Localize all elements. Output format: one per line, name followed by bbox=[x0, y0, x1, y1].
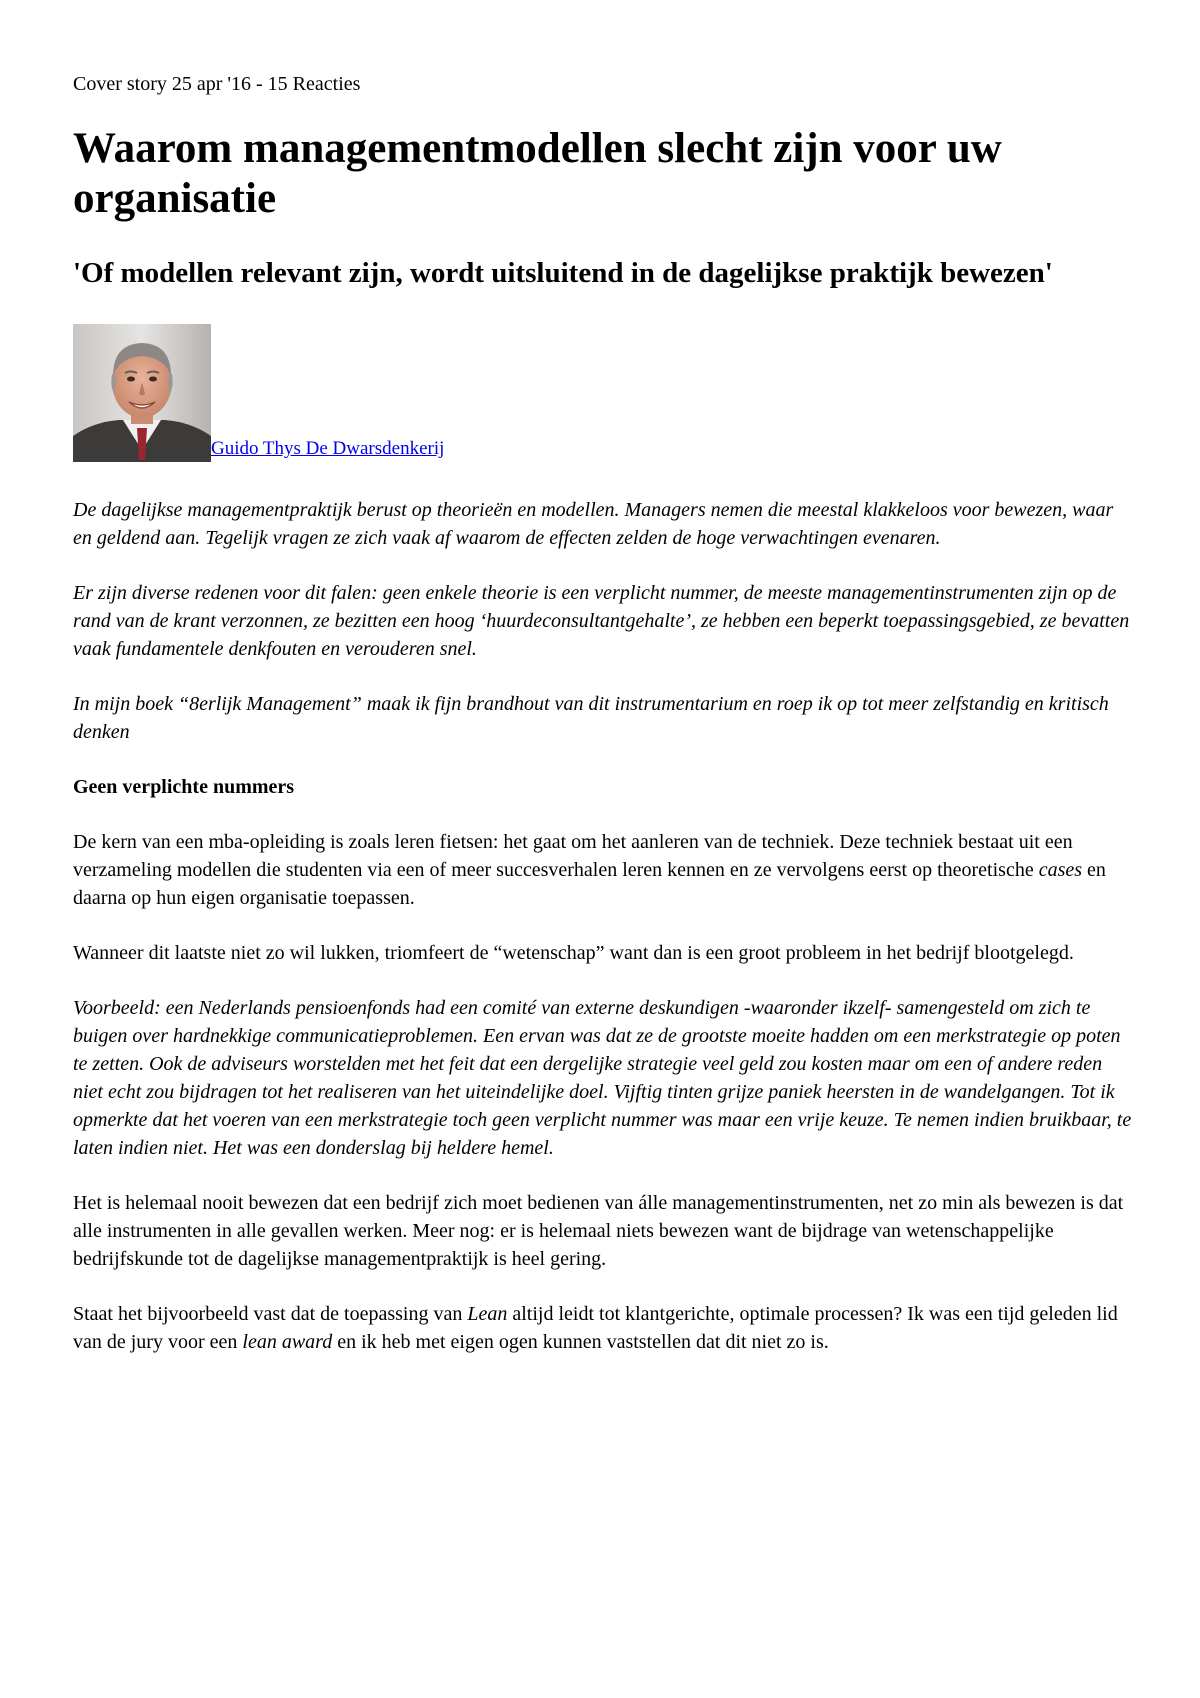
article-meta: Cover story 25 apr '16 - 15 Reacties bbox=[73, 73, 361, 95]
text-run: en ik heb met eigen ogen kunnen vaststellen dat dit niet zo is. bbox=[332, 1331, 829, 1353]
body-paragraph-wanneer: Wanneer dit laatste niet zo wil lukken, triomfeert de “wetenschap” want dan is een groot probleem in het bedrijf blootgelegd. bbox=[73, 942, 1074, 964]
text-run-emphasis: lean award bbox=[242, 1331, 333, 1353]
text-run: De kern van een mba-opleiding is zoals leren fietsen: het gaat om het aanleren van de techniek. Deze techniek bestaat uit een verzameling modellen die studenten via een of meer succesverhalen leren kennen en ze vervolgens eerst op theoretische bbox=[73, 831, 1073, 881]
text-run-emphasis: cases bbox=[1038, 859, 1083, 881]
intro-paragraph: De dagelijkse managementpraktijk berust op theorieën en modellen. Managers nemen die meestal klakkeloos voor bewezen, waar en geldend aan. Tegelijk vragen ze zich vaak af waarom de effecten zelden de hoge verwachtingen evenaren. bbox=[73, 499, 1114, 549]
body-paragraph-kern bbox=[73, 828, 1133, 912]
body-paragraph-helemaal: Het is helemaal nooit bewezen dat een bedrijf zich moet bedienen van álle managementinstrumenten, net zo min als bewezen is dat alle instrumenten in alle gevallen werken. Meer nog: er is helemaal niets bewezen want de bijdrage van wetenschappelijke bedrijfskunde tot de dagelijkse managementpraktijk is heel gering. bbox=[73, 1192, 1124, 1270]
body-paragraph-voorbeeld: Voorbeeld: een Nederlands pensioenfonds had een comité van externe deskundigen -waaronder ikzelf- samengesteld om zich te buigen over hardnekkige communicatieproblemen. Een ervan was dat ze de grootste moeite hadden om een merkstrategie op poten te zetten. Ook de adviseurs worstelden met het feit dat een dergelijke strategie veel geld zou kosten maar om een of andere reden niet echt zou bijdragen tot het realiseren van het uiteindelijke doel. Vijftig tinten grijze paniek heersten in de wandelgangen. Tot ik opmerkte dat het voeren van een merkstrategie toch geen verplicht nummer was maar een vrije keuze. Te nemen indien bruikbaar, te laten indien niet. Het was een donderslag bij heldere hemel. bbox=[73, 997, 1132, 1159]
article-title: Waarom managementmodellen slecht zijn voor uw organisatie bbox=[73, 125, 1002, 222]
text-run: altijd leidt tot klantgerichte, optimale processen? Ik was een tijd geleden lid van de jury voor een bbox=[73, 1303, 1118, 1353]
body-paragraph-lean bbox=[73, 1300, 1133, 1356]
article-subtitle: 'Of modellen relevant zijn, wordt uitsluitend in de dagelijkse praktijk bewezen' bbox=[73, 257, 1053, 289]
author-link[interactable]: Guido Thys De Dwarsdenkerij bbox=[211, 438, 445, 459]
text-run: en daarna op hun eigen organisatie toepassen. bbox=[73, 859, 1106, 909]
author-portrait bbox=[73, 324, 211, 462]
article-page bbox=[73, 70, 1133, 1356]
text-run-emphasis: Lean bbox=[467, 1303, 508, 1325]
section-heading: Geen verplichte nummers bbox=[73, 776, 295, 798]
article-intro bbox=[73, 496, 1133, 746]
intro-paragraph: Er zijn diverse redenen voor dit falen: geen enkele theorie is een verplicht nummer, de meeste managementinstrumenten zijn op de rand van de krant verzonnen, ze bezitten een hoog ‘huurdeconsultantgehalte’, ze hebben een beperkt toepassingsgebied, ze bevatten vaak fundamentele denkfouten en verouderen snel. bbox=[73, 582, 1130, 660]
text-run: Staat het bijvoorbeeld vast dat de toepassing van bbox=[73, 1303, 468, 1325]
author-block bbox=[73, 322, 1133, 462]
intro-paragraph: In mijn boek “8erlijk Management” maak ik fijn brandhout van dit instrumentarium en roep ik op tot meer zelfstandig en kritisch denken bbox=[73, 693, 1109, 743]
